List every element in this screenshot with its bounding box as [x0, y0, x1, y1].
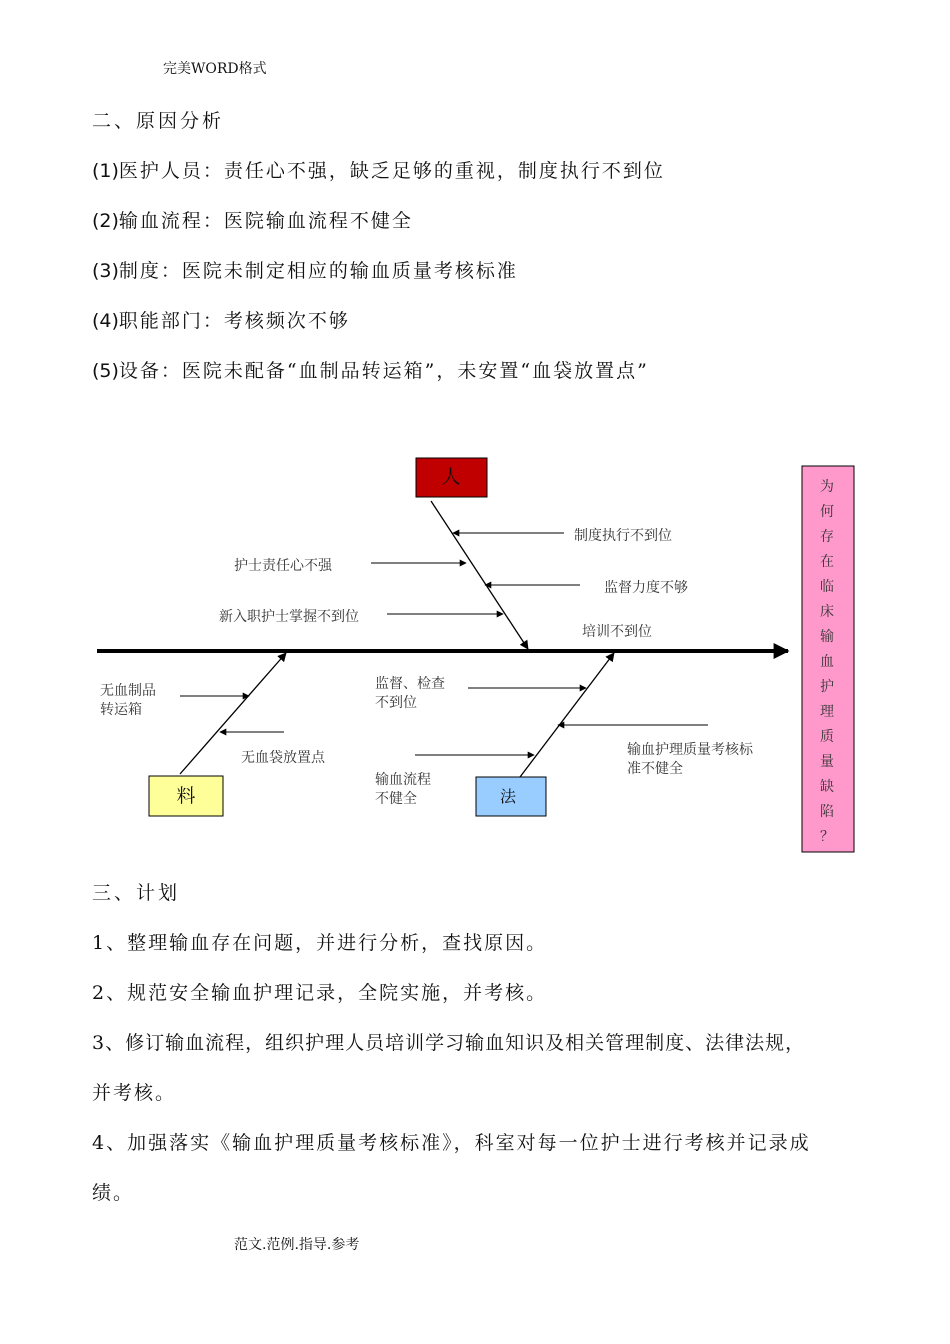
cause-label-no-box-line1: 无血制品	[100, 683, 156, 699]
cause-label-flow-line1: 输血流程	[375, 772, 431, 788]
cause-item-number: (1)	[92, 160, 119, 182]
cause-label-supervision: 监督力度不够	[604, 580, 688, 596]
cause-label-flow-line2: 不健全	[375, 791, 417, 807]
cause-label-policy: 制度执行不到位	[574, 528, 672, 544]
cause-label-new-nurse: 新入职护士掌握不到位	[219, 609, 359, 625]
cause-label-standard-line1: 输血护理质量考核标	[627, 742, 753, 758]
effect-label-char: 陷	[820, 804, 834, 820]
cause-item-5	[92, 356, 649, 383]
method-bone	[520, 653, 614, 777]
effect-label-char: ？	[820, 829, 834, 845]
effect-label-char: 临	[820, 579, 834, 595]
category-label-person: 人	[441, 466, 461, 488]
cause-item-4	[92, 306, 350, 333]
page-header: 完美WORD格式	[163, 61, 267, 77]
cause-label-training: 培训不到位	[582, 624, 652, 640]
fishbone-diagram	[0, 440, 950, 870]
effect-label-char: 床	[820, 604, 834, 620]
plan-item-1: 1、整理输血存在问题，并进行分析，查找原因。	[92, 932, 548, 954]
cause-item-number: (2)	[92, 210, 119, 232]
plan-item-2: 2、规范安全输血护理记录，全院实施，并考核。	[92, 982, 548, 1004]
cause-item-text: 制度：医院未制定相应的输血质量考核标准	[118, 260, 518, 282]
cause-label-no-bag-point: 无血袋放置点	[241, 750, 325, 766]
effect-label-char: 缺	[820, 779, 834, 795]
cause-item-number: (4)	[92, 310, 119, 332]
cause-item-2	[92, 206, 413, 233]
cause-item-text: 医护人员：责任心不强，缺乏足够的重视，制度执行不到位	[118, 160, 665, 182]
effect-label-char: 护	[820, 679, 834, 695]
effect-label-char: 理	[820, 704, 834, 720]
cause-label-standard-line2: 准不健全	[627, 761, 683, 777]
person-bone	[431, 501, 528, 649]
cause-item-3	[92, 256, 518, 283]
effect-label-char: 质	[820, 729, 834, 745]
cause-item-text: 职能部门：考核频次不够	[118, 310, 350, 332]
cause-item-number: (5)	[92, 360, 119, 382]
effect-label-char: 何	[820, 504, 834, 520]
page-footer: 范文.范例.指导.参考	[234, 1237, 360, 1253]
effect-label	[820, 478, 834, 845]
effect-label-char: 存	[820, 529, 834, 545]
cause-label-inspection-line2: 不到位	[375, 695, 417, 711]
effect-label-char: 输	[820, 629, 834, 645]
cause-item-text: 设备：医院未配备“血制品转运箱”，未安置“血袋放置点”	[118, 360, 649, 382]
plan-item-3: 3、修订输血流程，组织护理人员培训学习输血知识及相关管理制度、法律法规，	[92, 1032, 806, 1054]
effect-label-char: 在	[820, 554, 834, 570]
effect-label-char: 量	[820, 754, 834, 770]
category-label-material: 料	[176, 785, 196, 807]
cause-label-responsibility: 护士责任心不强	[234, 558, 332, 574]
cause-label-inspection-line1: 监督、检查	[375, 676, 445, 692]
section-title-cause-analysis: 二、原因分析	[92, 110, 225, 132]
section-title-plan: 三、计划	[92, 882, 181, 904]
effect-label-char: 血	[820, 654, 834, 670]
plan-item-3-continued: 并考核。	[92, 1082, 177, 1104]
cause-item-text: 输血流程：医院输血流程不健全	[118, 210, 413, 232]
cause-item-1	[92, 156, 665, 183]
plan-item-4: 4、加强落实《输血护理质量考核标准》，科室对每一位护士进行考核并记录成	[92, 1132, 811, 1154]
effect-label-char: 为	[820, 479, 834, 495]
plan-item-4-continued: 绩。	[92, 1182, 135, 1204]
cause-item-number: (3)	[92, 260, 119, 282]
cause-label-no-box-line2: 转运箱	[100, 702, 142, 718]
category-label-method: 法	[499, 787, 517, 806]
